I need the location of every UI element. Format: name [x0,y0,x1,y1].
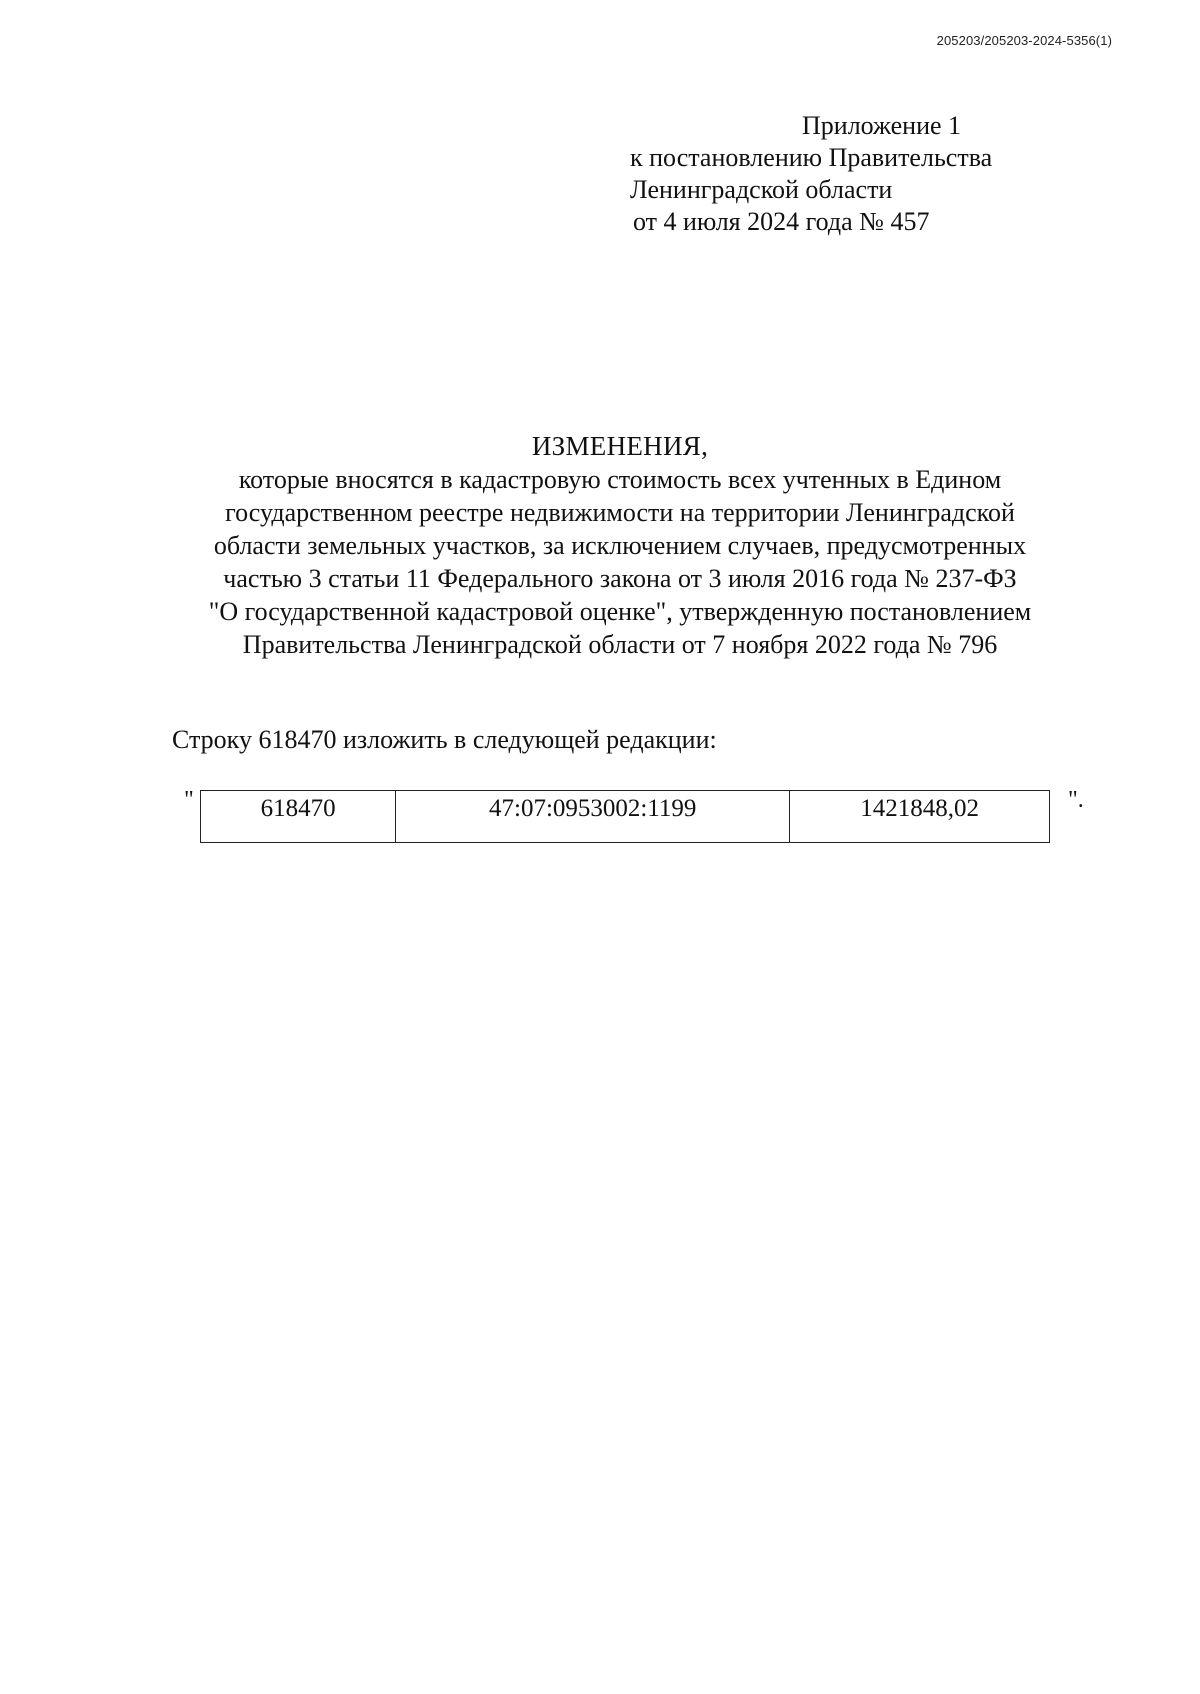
title-line: области земельных участков, за исключением случаев, предусмотренных [213,531,1027,560]
row-number-cell: 618470 [201,791,396,843]
document-title-block [150,430,1090,661]
closing-quote: ". [1068,787,1084,813]
cadastral-number-cell: 47:07:0953002:1199 [396,791,790,843]
appendix-region: Ленинградской области [630,175,893,204]
cadastral-value-cell: 1421848,02 [790,791,1050,843]
title-line: Правительства Ленинградской области от 7 ноября 2022 года № 796 [242,630,998,659]
appendix-reference: к постановлению Правительства [630,143,993,172]
appendix-date: от 4 июля 2024 года № 457 [633,207,930,236]
title-line: частью 3 статьи 11 Федерального закона от 3 июля 2016 года № 237-ФЗ [223,564,1017,593]
title-line: государственном реестре недвижимости на территории Ленинградской [225,498,1015,527]
document-heading: ИЗМЕНЕНИЯ, [531,431,709,461]
appendix-block [630,110,992,238]
document-id: 205203/205203-2024-5356(1) [936,33,1112,48]
opening-quote: " [184,787,194,813]
cadastral-row-table [200,790,1050,843]
title-line: которые вносятся в кадастровую стоимость всех учтенных в Едином [238,465,1002,494]
appendix-title: Приложение 1 [802,111,962,140]
table-row [201,791,1050,843]
title-line: "О государственной кадастровой оценке", утвержденную постановлением [208,597,1032,626]
instruction-text: Строку 618470 изложить в следующей редакции: [172,725,717,754]
